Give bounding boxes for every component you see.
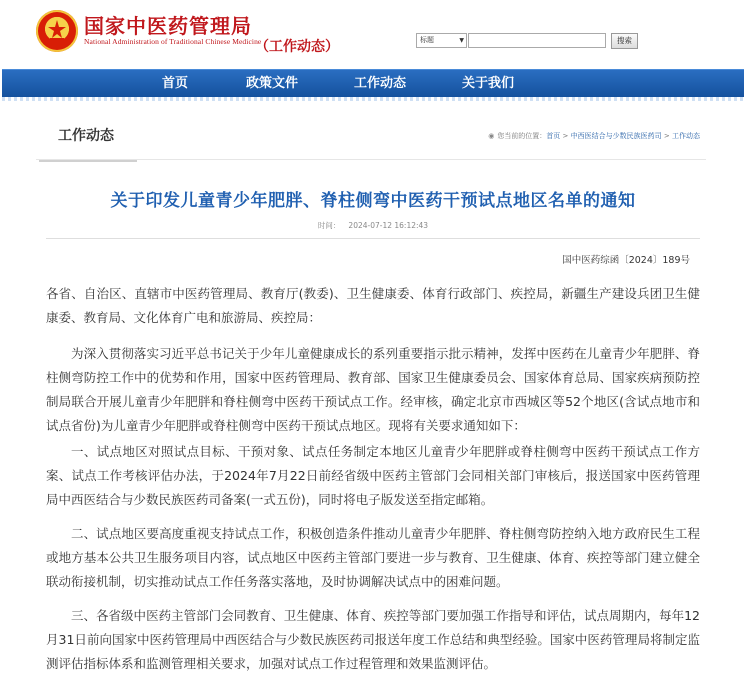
document-number: 国中医药综函〔2024〕189号 [562,255,690,266]
section-title-underline [39,160,137,162]
intro-paragraph: 为深入贯彻落实习近平总书记关于少年儿童健康成长的系列重要指示批示精神，发挥中医药在儿童青少年肥胖、脊柱侧弯防控工作中的优势和作用，国家中医药管理局、教育部、国家卫生健康委员会、国家体育总局、国家疾病预防控制局联合开展儿童青少年肥胖和脊柱侧弯中医药干预试点工作。经审核，确定北京市西城区等52个地区(含试点地市和试点省份)为儿童青少年肥胖或脊柱侧弯中医药干预试点地区。现将有关要求通知如下： [46,346,700,433]
site-header [0,0,746,68]
breadcrumb-current[interactable]: 工作动态 [672,132,700,140]
search-scope-value: 标题 [420,36,434,44]
article-body-cont-2 [46,440,700,512]
location-pin-icon: ◉ [488,132,495,140]
publish-time: 2024-07-12 16:12:43 [348,221,429,230]
section-title: 工作动态 [58,128,114,144]
title-divider [46,238,700,239]
article-body-cont-4 [46,604,700,676]
breadcrumb-prefix: 您当前的位置： [497,132,547,140]
search-scope-select[interactable] [416,33,467,48]
search-input[interactable] [468,33,606,48]
nav-item-home[interactable]: 首页 [162,76,189,91]
requirement-paragraph-3: 三、各省级中医药主管部门会同教育、卫生健康、体育、疾控等部门要加强工作指导和评估，试点周期内，每年12月31日前向国家中医药管理局中西医结合与少数民族医药司报送年度工作总结和典型经验。国家中医药管理局将制定监测评估指标体系和监测管理相关要求，加强对试点工作过程管理和效果监测评估。 [46,608,700,671]
nav-divider-stripes [2,97,744,101]
article-title: 关于印发儿童青少年肥胖、脊柱侧弯中医药干预试点地区名单的通知 [110,191,636,211]
addressee-paragraph: 各省、自治区、直辖市中医药管理局、教育厅(教委)、卫生健康委、体育行政部门、疾控局，新疆生产建设兵团卫生健康委、教育局、文化体育广电和旅游局、疾控局： [46,286,700,325]
breadcrumb-department[interactable]: 中西医结合与少数民族医药司 [570,132,662,140]
publish-time-label: 时间： [317,221,341,230]
breadcrumb-separator: > [663,132,670,140]
site-title[interactable]: 国家中医药管理局 [84,14,252,38]
breadcrumb-separator: > [562,132,569,140]
article-body-cont-3 [46,522,700,594]
nav-item-policy[interactable]: 政策文件 [246,76,299,91]
main-nav [2,69,744,98]
search-button[interactable]: 搜索 [611,33,638,49]
nav-item-news[interactable]: 工作动态 [354,76,407,91]
section-header [36,115,706,160]
requirement-paragraph-2: 二、试点地区要高度重视支持试点工作，积极创造条件推动儿童青少年肥胖、脊柱侧弯防控纳入地方政府民生工程或地方基本公共卫生服务项目内容，试点地区中医药主管部门要进一步与教育、卫生健康、体育、疾控等部门建立健全联动衔接机制，切实推动试点工作任务落实落地，及时协调解决试点中的困难问题。 [46,526,700,589]
requirement-paragraph-1: 一、试点地区对照试点目标、干预对象、试点任务制定本地区儿童青少年肥胖或脊柱侧弯中医药干预试点工作方案、试点工作考核评估办法，于2024年7月22日前经省级中医药主管部门会同相关部门审核后，报送国家中医药管理局中西医结合与少数民族医药司备案(一式五份)，同时将电子版发送至指定邮箱。 [46,444,700,507]
article-body [46,282,700,330]
nav-item-about[interactable]: 关于我们 [462,76,515,91]
site-title-english: National Administration of Traditional Chinese Medicine [84,37,262,46]
article-meta [0,220,746,231]
chevron-down-icon: ▼ [459,37,464,44]
breadcrumb-home[interactable]: 首页 [546,132,561,140]
breadcrumb [488,131,700,141]
section-tag: （工作动态） [255,39,339,55]
national-emblem-logo [36,10,78,52]
article-body-cont [46,342,700,438]
